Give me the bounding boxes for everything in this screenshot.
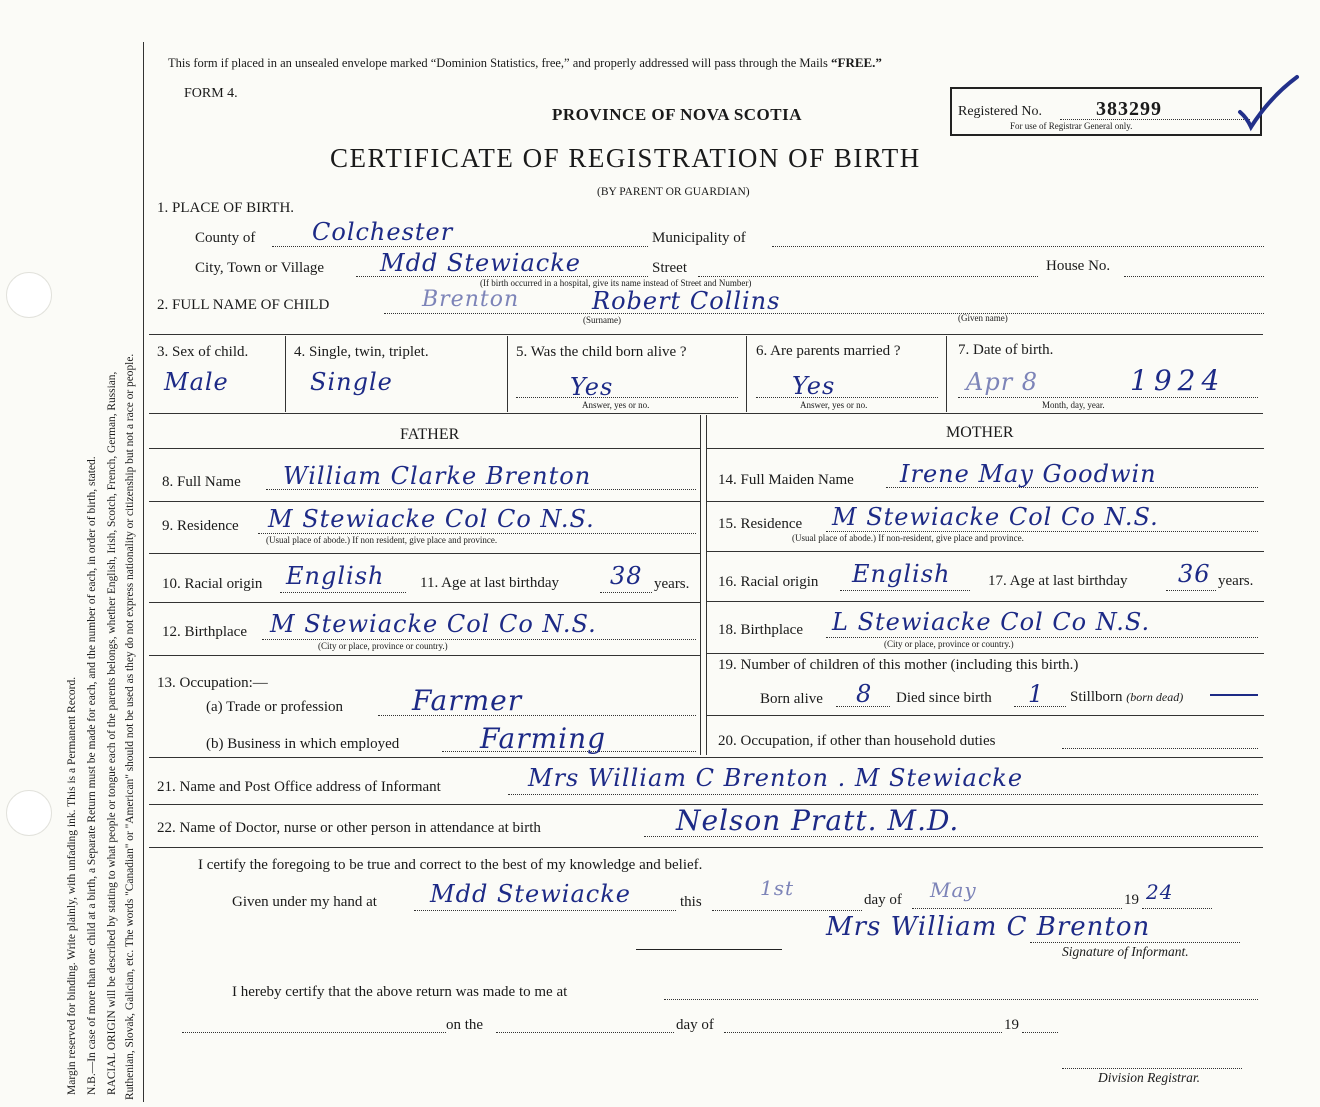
rule-center-left: [700, 415, 701, 755]
this-label: this: [680, 894, 702, 910]
mother-birthplace-line: [826, 637, 1258, 638]
margin-note-3: RACIAL ORIGIN will be described by stating to what people or tongue each of the parents belongs, whether English, Irish, Scotch, French, German, Russian,: [106, 371, 118, 1095]
mother-occupation-line: [1062, 748, 1258, 749]
children-label: 19. Number of children of this mother (including this birth.): [718, 657, 1079, 673]
alive-line: [516, 397, 738, 398]
cert-year-line: [1142, 908, 1212, 909]
given-label: Given under my hand at: [232, 894, 377, 910]
stillborn-dash: [1210, 694, 1258, 696]
father-name-value: William Clarke Brenton: [283, 462, 592, 490]
house-label: House No.: [1046, 258, 1111, 274]
sex-label: 3. Sex of child.: [157, 344, 249, 360]
registrar-year-prefix: 19: [1004, 1017, 1019, 1033]
county-value: Colchester: [312, 218, 454, 246]
mother-birthplace-label: 18. Birthplace: [718, 622, 803, 638]
doctor-label: 22. Name of Doctor, nurse or other person in attendance at birth: [157, 820, 541, 836]
mother-age-label: 17. Age at last birthday: [988, 573, 1128, 589]
mother-heading: MOTHER: [946, 424, 1014, 441]
child-given-name: Robert Collins: [592, 287, 781, 315]
rule-m4: [706, 653, 1264, 654]
division-registrar-label: Division Registrar.: [1098, 1070, 1201, 1085]
father-residence-line: [258, 533, 696, 534]
date-line: [958, 397, 1258, 398]
mother-residence-note: (Usual place of abode.) If non-resident, give place and province.: [792, 533, 1024, 543]
county-label: County of: [195, 230, 256, 246]
father-race-line: [280, 592, 406, 593]
trade-value: Farmer: [412, 684, 523, 717]
born-alive-label: Born alive: [760, 691, 823, 707]
trade-label: (a) Trade or profession: [206, 699, 344, 715]
rule-father-top: [149, 448, 700, 449]
mother-birthplace-note: (City or place, province or country.): [884, 639, 1014, 649]
informant-value: Mrs William C Brenton . M Stewiacke: [528, 764, 1024, 792]
mother-occupation-label: 20. Occupation, if other than household duties: [718, 733, 996, 749]
seal-line: [636, 949, 782, 950]
rule-f1: [149, 501, 700, 502]
father-heading: FATHER: [400, 426, 460, 443]
registrar-statement: I hereby certify that the above return was made to me at: [232, 984, 568, 1000]
born-alive-value: 8: [856, 680, 873, 708]
mother-age-line: [1166, 590, 1216, 591]
county-line: [272, 246, 648, 247]
signature-label: Signature of Informant.: [1062, 944, 1189, 959]
rule-facts-bottom: [149, 413, 1263, 414]
city-label: City, Town or Village: [195, 260, 325, 276]
rule-cert-top: [149, 847, 1263, 848]
margin-note-1: Margin reserved for binding. Write plainly, with unfading ink. This is a Permanent Record.: [66, 676, 78, 1095]
business-label: (b) Business in which employed: [206, 736, 400, 752]
rule-v1: [285, 336, 286, 412]
given-place-line: [414, 910, 676, 911]
plural-value: Single: [310, 368, 393, 396]
stillborn-label: [1070, 689, 1183, 706]
day-line: [712, 910, 862, 911]
child-name-line: [384, 313, 1264, 314]
margin-note-2: N.B.—In case of more than one child at a birth, a Separate Return must be made for each, and the number of each, in order of birth, stated.: [86, 456, 98, 1095]
mother-years-label: years.: [1218, 573, 1254, 589]
father-race-label: 10. Racial origin: [162, 576, 263, 592]
rule-v4: [946, 336, 947, 412]
father-years-label: years.: [654, 576, 690, 592]
rule-m5: [706, 715, 1264, 716]
month-line: [912, 908, 1122, 909]
cert-year-value: 24: [1146, 880, 1174, 904]
mother-name-label: 14. Full Maiden Name: [718, 472, 854, 488]
rule-top-facts: [149, 334, 1263, 335]
certification-statement: I certify the foregoing to be true and correct to the best of my knowledge and belief.: [198, 857, 703, 873]
hospital-note: (If birth occurred in a hospital, give its name instead of Street and Number): [480, 278, 752, 288]
father-race-value: English: [286, 562, 385, 590]
informant-line: [508, 794, 1258, 795]
father-age-line: [600, 592, 652, 593]
died-value: 1: [1028, 680, 1045, 708]
father-occupation-label: 13. Occupation:—: [157, 675, 268, 691]
mother-residence-line: [826, 531, 1258, 532]
municipality-label: Municipality of: [652, 230, 746, 246]
plural-label: 4. Single, twin, triplet.: [294, 344, 429, 360]
place-heading: 1. PLACE OF BIRTH.: [157, 200, 295, 216]
mail-note-text: This form if placed in an unsealed envelope marked “Dominion Statistics, free,” and properly addressed will pass through the Mails: [168, 56, 828, 70]
registered-value: 383299: [1096, 98, 1162, 120]
father-name-label: 8. Full Name: [162, 474, 241, 490]
rule-center-right: [706, 415, 707, 755]
registrar-place-line: [664, 999, 1258, 1000]
year-prefix: 19: [1124, 892, 1139, 908]
father-age-label: 11. Age at last birthday: [420, 575, 559, 591]
registrar-day-of-label: day of: [676, 1017, 714, 1033]
mother-name-value: Irene May Goodwin: [900, 460, 1157, 488]
street-line: [698, 276, 1038, 277]
registrar-day-line: [496, 1032, 674, 1033]
rule-v3: [746, 336, 747, 412]
rule-f2: [149, 553, 700, 554]
day-value: 1st: [760, 876, 795, 900]
father-residence-note: (Usual place of abode.) If non resident, give place and province.: [266, 535, 498, 545]
father-residence-value: M Stewiacke Col Co N.S.: [268, 505, 595, 533]
father-age-value: 38: [610, 562, 643, 590]
year-value: 1924: [1130, 364, 1226, 397]
father-birthplace-label: 12. Birthplace: [162, 624, 247, 640]
given-place-value: Mdd Stewiacke: [430, 880, 631, 908]
father-birthplace-value: M Stewiacke Col Co N.S.: [270, 610, 597, 638]
page-title: CERTIFICATE OF REGISTRATION OF BIRTH: [330, 143, 921, 173]
punch-hole-bottom: [6, 790, 52, 836]
stillborn-note: (born dead): [1126, 690, 1184, 704]
mail-free: “FREE.”: [831, 55, 882, 70]
punch-hole-top: [6, 272, 52, 318]
rule-m2: [706, 551, 1264, 552]
registrar-signature-line: [1062, 1068, 1242, 1069]
margin-note-4: Ruthenian, Slovak, Galician, etc. The words "Canadian" or "American" should not be used as they do not express nationality or citizenship but not a race or people.: [124, 353, 136, 1100]
binding-margin-rule: [143, 42, 144, 1102]
stillborn-text: Stillborn: [1070, 689, 1123, 705]
rule-m1: [706, 501, 1264, 502]
form-number: FORM 4.: [184, 86, 238, 101]
month-value: May: [930, 878, 977, 902]
married-label: 6. Are parents married ?: [756, 343, 901, 359]
house-line: [1124, 276, 1264, 277]
date-value: Apr 8: [966, 368, 1039, 396]
registered-label: Registered No.: [958, 104, 1042, 119]
date-note: Month, day, year.: [1042, 400, 1105, 410]
page-subtitle: (BY PARENT OR GUARDIAN): [597, 186, 750, 198]
father-birthplace-note: (City or place, province or country.): [318, 641, 448, 651]
day-of-label: day of: [864, 892, 902, 908]
married-value: Yes: [792, 372, 836, 400]
street-label: Street: [652, 260, 687, 276]
check-mark-icon: [1235, 72, 1305, 132]
signature-line: [1030, 942, 1240, 943]
city-value: Mdd Stewiacke: [380, 249, 581, 277]
surname-note: (Surname): [583, 315, 621, 325]
alive-note: Answer, yes or no.: [582, 400, 650, 410]
died-label: Died since birth: [896, 690, 992, 706]
rule-m3: [706, 601, 1264, 602]
mother-race-line: [840, 590, 970, 591]
mother-residence-label: 15. Residence: [718, 516, 803, 532]
registrar-year-line: [1022, 1032, 1058, 1033]
rule-f3: [149, 602, 700, 603]
informant-label: 21. Name and Post Office address of Informant: [157, 779, 441, 795]
father-birthplace-line: [262, 639, 696, 640]
mother-race-value: English: [852, 560, 951, 588]
father-residence-label: 9. Residence: [162, 518, 239, 534]
given-name-note: (Given name): [958, 313, 1008, 323]
doctor-value: Nelson Pratt. M.D.: [676, 804, 960, 837]
married-line: [756, 397, 938, 398]
rule-mother-top: [706, 448, 1264, 449]
registrar-note: For use of Registrar General only.: [1010, 121, 1133, 131]
informant-signature: Mrs William C Brenton: [826, 912, 1151, 942]
registrar-month-line: [724, 1032, 1002, 1033]
mother-birthplace-value: L Stewiacke Col Co N.S.: [832, 608, 1151, 636]
mother-residence-value: M Stewiacke Col Co N.S.: [832, 503, 1159, 531]
rule-informant-top: [149, 757, 1263, 758]
mail-note: [168, 55, 882, 71]
child-name-label: 2. FULL NAME OF CHILD: [157, 297, 330, 313]
province-heading: PROVINCE OF NOVA SCOTIA: [552, 105, 803, 124]
married-note: Answer, yes or no.: [800, 400, 868, 410]
sex-value: Male: [164, 368, 229, 396]
registered-line: [1060, 119, 1250, 120]
rule-f4: [149, 655, 700, 656]
mother-race-label: 16. Racial origin: [718, 574, 819, 590]
business-value: Farming: [480, 722, 607, 755]
on-the-label: on the: [446, 1017, 484, 1033]
alive-value: Yes: [570, 373, 614, 401]
child-surname: Brenton: [422, 287, 520, 312]
alive-label: 5. Was the child born alive ?: [516, 344, 687, 360]
mother-age-value: 36: [1178, 560, 1211, 588]
registrar-pre-line: [182, 1032, 446, 1033]
municipality-line: [772, 246, 1264, 247]
date-label: 7. Date of birth.: [958, 342, 1054, 358]
rule-v2: [507, 336, 508, 412]
